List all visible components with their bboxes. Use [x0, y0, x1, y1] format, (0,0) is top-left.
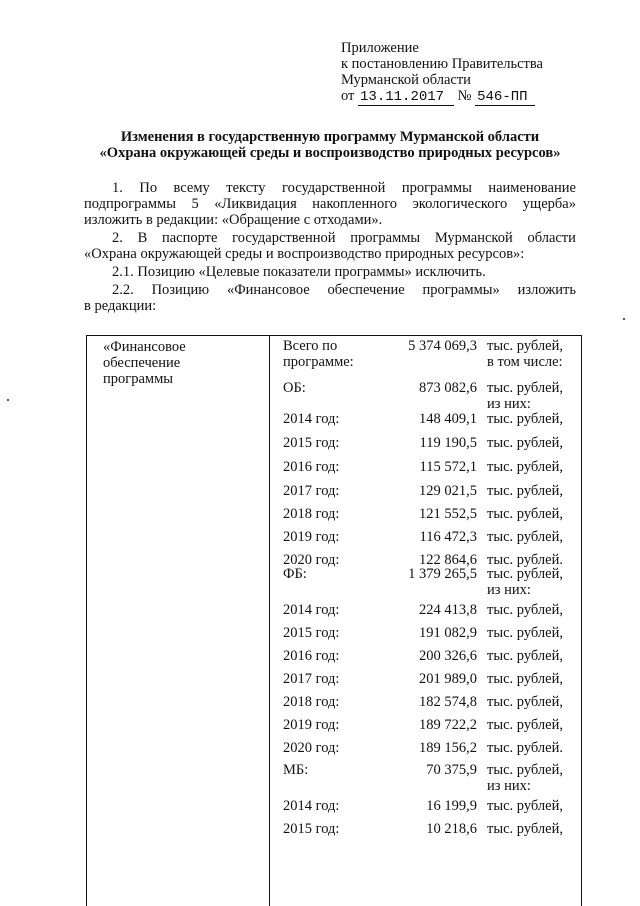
row-unit-cont: из них: [487, 778, 531, 794]
word: «Ликвидация [214, 196, 297, 212]
row-unit: тыс. рублей, [487, 671, 563, 687]
p1-line-2 [84, 196, 576, 212]
scan-speck [623, 318, 625, 320]
financing-row [283, 566, 575, 598]
row-unit: тыс. рублей, [487, 694, 563, 710]
row-label: 2016 год: [283, 648, 340, 664]
word: 2.2. [112, 282, 134, 298]
word: паспорте [161, 230, 218, 246]
label-line-2: обеспечение [103, 355, 181, 371]
row-label: 2015 год: [283, 435, 340, 451]
p22-line-1 [84, 282, 576, 298]
word: наименование [488, 180, 576, 196]
word: ущерба» [522, 196, 576, 212]
row-unit: тыс. рублей, [487, 717, 563, 733]
word: государственной [282, 180, 386, 196]
financing-row [283, 821, 575, 853]
number-prefix: № [457, 88, 472, 104]
row-unit: тыс. рублей, [487, 380, 563, 396]
row-amount: 10 218,6 [426, 821, 477, 837]
label-line-3: программы [103, 371, 173, 387]
row-amount: 16 199,9 [426, 798, 477, 814]
row-label: 2015 год: [283, 625, 340, 641]
paragraph-2-1 [84, 264, 576, 280]
financing-row [283, 380, 575, 412]
row-label-cont: программе: [283, 354, 354, 370]
row-label: Всего по [283, 338, 338, 354]
paragraph-2 [84, 230, 576, 262]
row-amount: 182 574,8 [419, 694, 477, 710]
word: «Финансовое [226, 282, 310, 298]
row-label: 2015 год: [283, 821, 340, 837]
row-unit-cont: в том числе: [487, 354, 563, 370]
row-amount: 191 082,9 [419, 625, 477, 641]
row-unit: тыс. рублей, [487, 762, 563, 778]
row-label: 2018 год: [283, 506, 340, 522]
p1-line-1 [84, 180, 576, 196]
word: всему [173, 180, 210, 196]
row-label: 2016 год: [283, 459, 340, 475]
date-prefix: от [341, 88, 355, 104]
paragraph-1 [84, 180, 576, 228]
word: накопленного [312, 196, 398, 212]
date-value: 13.11.2017 [358, 89, 454, 106]
row-label: 2020 год: [283, 552, 340, 568]
word: Позицию [151, 282, 210, 298]
row-amount: 189 156,2 [419, 740, 477, 756]
word: подпрограммы [84, 196, 176, 212]
row-unit-cont: из них: [487, 582, 531, 598]
row-label: МБ: [283, 762, 309, 778]
appendix-line-2: к постановлению Правительства [341, 56, 543, 72]
row-amount: 1 379 265,5 [408, 566, 477, 582]
row-unit: тыс. рублей, [487, 798, 563, 814]
row-amount: 148 409,1 [419, 411, 477, 427]
row-amount: 201 989,0 [419, 671, 477, 687]
word: 1. [112, 180, 123, 196]
word: программы [350, 230, 421, 246]
label-line-1: «Финансовое [103, 339, 186, 355]
row-unit: тыс. рублей, [487, 602, 563, 618]
row-unit: тыс. рублей. [487, 740, 563, 756]
financing-row [283, 338, 575, 370]
paragraph-2-2 [84, 282, 576, 314]
financing-row [283, 762, 575, 794]
row-amount: 224 413,8 [419, 602, 477, 618]
row-label: 2020 год: [283, 740, 340, 756]
word: Мурманской [434, 230, 513, 246]
row-label: 2017 год: [283, 671, 340, 687]
title-line-1: Изменения в государственную программу Мурманской области [120, 129, 540, 145]
row-amount: 121 552,5 [419, 506, 477, 522]
row-label: 2014 год: [283, 602, 340, 618]
row-unit: тыс. рублей. [487, 552, 563, 568]
row-label: ОБ: [283, 380, 306, 396]
row-amount: 122 864,6 [419, 552, 477, 568]
row-amount: 5 374 069,3 [408, 338, 477, 354]
p21-line: 2.1. Позицию «Целевые показатели программы» исключить. [112, 264, 486, 280]
word: программы [401, 180, 472, 196]
row-unit: тыс. рублей, [487, 529, 563, 545]
p2-line-2: «Охрана окружающей среды и воспроизводство природных ресурсов»: [84, 246, 525, 262]
row-label: 2018 год: [283, 694, 340, 710]
row-unit: тыс. рублей, [487, 483, 563, 499]
word: области [527, 230, 576, 246]
word: государственной [232, 230, 336, 246]
scan-speck [7, 399, 9, 401]
row-amount: 873 082,6 [419, 380, 477, 396]
row-label: 2017 год: [283, 483, 340, 499]
row-unit: тыс. рублей, [487, 821, 563, 837]
row-amount: 129 021,5 [419, 483, 477, 499]
appendix-line-3: Мурманской области [341, 72, 471, 88]
appendix-date-line [341, 88, 621, 104]
row-amount: 119 190,5 [419, 435, 477, 451]
financing-table [86, 335, 582, 906]
row-amount: 189 722,2 [419, 717, 477, 733]
word: По [139, 180, 158, 196]
word: программы» [422, 282, 500, 298]
row-unit: тыс. рублей, [487, 625, 563, 641]
row-unit-cont: из них: [487, 396, 531, 412]
row-label: 2014 год: [283, 798, 340, 814]
row-amount: 115 572,1 [419, 459, 477, 475]
table-label-cell [103, 339, 263, 387]
row-unit: тыс. рублей, [487, 338, 563, 354]
row-unit: тыс. рублей, [487, 648, 563, 664]
p22-line-2: в редакции: [84, 298, 157, 314]
row-label: 2019 год: [283, 529, 340, 545]
row-label: ФБ: [283, 566, 307, 582]
row-unit: тыс. рублей, [487, 411, 563, 427]
row-label: 2019 год: [283, 717, 340, 733]
p1-line-3: изложить в редакции: «Обращение с отходами». [84, 212, 383, 228]
word: 2. [112, 230, 123, 246]
row-label: 2014 год: [283, 411, 340, 427]
appendix-line-1: Приложение [341, 40, 419, 56]
word: экологического [412, 196, 508, 212]
word: В [137, 230, 148, 246]
appendix-block [341, 40, 621, 104]
word: тексту [226, 180, 266, 196]
word: изложить [517, 282, 576, 298]
table-column-divider [269, 336, 270, 906]
word: 5 [191, 196, 199, 212]
row-amount: 116 472,3 [419, 529, 477, 545]
row-amount: 70 375,9 [426, 762, 477, 778]
row-amount: 200 326,6 [419, 648, 477, 664]
row-unit: тыс. рублей, [487, 435, 563, 451]
row-unit: тыс. рублей, [487, 506, 563, 522]
document-title [60, 129, 600, 161]
row-unit: тыс. рублей, [487, 459, 563, 475]
row-unit: тыс. рублей, [487, 566, 563, 582]
title-line-2: «Охрана окружающей среды и воспроизводство природных ресурсов» [99, 145, 561, 161]
number-value: 546-ПП [475, 89, 535, 106]
word: обеспечение [327, 282, 405, 298]
p2-line-1 [84, 230, 576, 246]
